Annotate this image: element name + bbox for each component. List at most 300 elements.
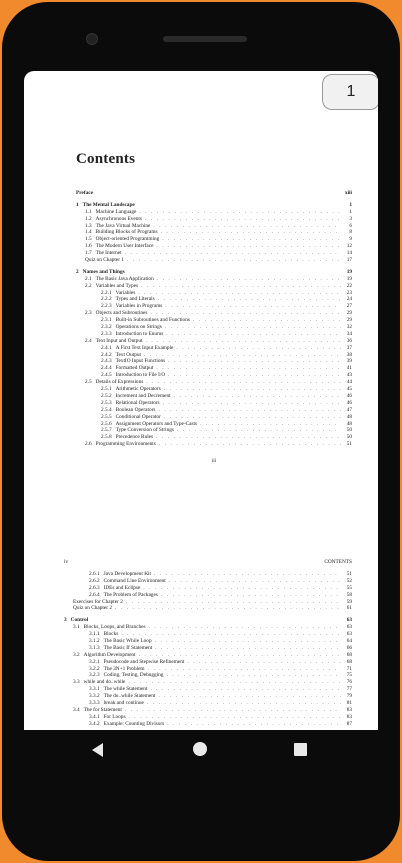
- toc-entry-title: Conditional Operator: [115, 413, 161, 420]
- toc-entry-page: 52: [346, 577, 352, 584]
- toc-entry-number: 2.6.4: [89, 591, 100, 598]
- toc-entry-title: Asynchronous Events: [95, 215, 142, 222]
- toc-entry-title: Introduction to File I/O: [115, 372, 166, 379]
- toc-entry-page: 19: [346, 275, 352, 282]
- toc-entry-title: Exercises for Chapter 2: [73, 598, 123, 605]
- toc-entry-page: 68: [346, 658, 352, 665]
- toc-entry-number: 2.4.4: [101, 365, 112, 372]
- toc-entry-number: 2.5.6: [101, 420, 112, 427]
- toc-entry-page: 48: [346, 420, 352, 427]
- toc-preface-title: Preface: [76, 190, 93, 196]
- toc-entry-row[interactable]: [64, 659, 352, 666]
- toc-entry-page: 12: [346, 243, 352, 250]
- toc-leader: [150, 310, 341, 317]
- toc-entry-row[interactable]: [76, 269, 352, 276]
- toc-leader: [149, 624, 341, 631]
- pdf-viewer-screen[interactable]: [24, 71, 378, 730]
- toc-entry-title: Types and Literals: [115, 296, 155, 303]
- toc-entry-page: 8: [349, 229, 352, 236]
- toc-entry-row[interactable]: [76, 236, 352, 243]
- toc-leader: [128, 679, 341, 686]
- toc-entry-number: 2.2.3: [101, 303, 112, 310]
- toc-entry-number: 2.4.1: [101, 344, 112, 351]
- toc-entry-number: 2.4.3: [101, 358, 112, 365]
- toc-entry-title: The for Statement: [83, 706, 122, 713]
- toc-entry-row[interactable]: [76, 372, 352, 379]
- toc-entry-page: 46: [346, 392, 352, 399]
- toc-entry-page: 81: [346, 700, 352, 707]
- toc-entry-title: Blocks, Loops, and Branches: [83, 624, 146, 631]
- toc-entry-page: 29: [346, 310, 352, 317]
- toc-entry-page: 63: [346, 617, 352, 624]
- toc-entry-page: 3: [349, 215, 352, 222]
- toc-entry-number: 3.3: [73, 679, 80, 686]
- toc-entry-title: The Basic While Loop: [103, 638, 152, 645]
- toc-entry-row[interactable]: [64, 679, 352, 686]
- toc-leader: [143, 585, 341, 592]
- toc-leader: [161, 229, 341, 236]
- toc-entry-number: 3.1.3: [89, 644, 100, 651]
- toc-leader: [138, 290, 341, 297]
- toc-entry-row[interactable]: [64, 707, 352, 714]
- toc-entry-number: 2.4: [85, 337, 92, 344]
- toc-entry-page: 83: [346, 713, 352, 720]
- toc-leader: [200, 421, 341, 428]
- toc-entry-row[interactable]: [76, 276, 352, 283]
- front-camera: [86, 33, 98, 45]
- toc-leader: [156, 243, 341, 250]
- toc-entry-row[interactable]: [76, 296, 352, 303]
- toc-entry-page: 19: [346, 268, 352, 275]
- toc-entry-title: TextIO Input Functions: [115, 358, 166, 365]
- toc-entry-page: 34: [346, 330, 352, 337]
- toc-entry-row[interactable]: [64, 714, 352, 721]
- toc-leader: [156, 365, 341, 372]
- toc-entry-page: 58: [346, 591, 352, 598]
- android-nav-bar: [0, 730, 402, 772]
- toc-leader: [144, 352, 341, 359]
- toc-entry-row[interactable]: [76, 386, 352, 393]
- toc-entry-title: Quiz on Chapter 2: [73, 605, 112, 612]
- toc-leader: [156, 434, 341, 441]
- toc-entry-title: Programming Environments: [95, 441, 156, 448]
- page-number-text: 1: [346, 83, 356, 100]
- toc-entry-row[interactable]: [64, 605, 352, 612]
- toc-entry-page: 44: [346, 379, 352, 386]
- toc-entry-row[interactable]: [76, 331, 352, 338]
- toc-entry-number: 3.2.3: [89, 672, 100, 679]
- toc-entry-number: 3.1: [73, 624, 80, 631]
- toc-entry-row[interactable]: [76, 421, 352, 428]
- toc-entry-number: 1.1: [85, 208, 92, 215]
- toc-leader: [121, 631, 341, 638]
- toc-entry-title: Type Conversion of Strings: [115, 427, 174, 434]
- toc-entry-row[interactable]: [76, 209, 352, 216]
- toc-entry-number: 2.3.3: [101, 330, 112, 337]
- toc-entry-number: 2.6.1: [89, 571, 100, 577]
- toc-entry-number: 1.5: [85, 236, 92, 243]
- toc-leader: [127, 257, 341, 264]
- toc-entry-title: The Java Virtual Machine: [95, 222, 151, 229]
- toc-entry-title: Text Input and Output: [95, 337, 143, 344]
- running-header-page: iv: [64, 559, 69, 565]
- toc-leader: [162, 236, 341, 243]
- toc-entry-number: 1.3: [85, 222, 92, 229]
- toc-leader: [145, 338, 341, 345]
- toc-entry-row[interactable]: [64, 638, 352, 645]
- toc-entry-page: 75: [346, 672, 352, 679]
- page-running-header: [64, 559, 352, 565]
- toc-entry-number: 2.3.1: [101, 317, 112, 324]
- toc-entry-number: 2: [76, 268, 79, 275]
- toc-entry-number: 3.3.1: [89, 686, 100, 693]
- toc-entry-page: 17: [346, 257, 352, 264]
- toc-preface-page: xiii: [344, 190, 352, 196]
- toc-entry-page: 63: [346, 624, 352, 631]
- toc-entry-row[interactable]: [64, 693, 352, 700]
- toc-entry-number: 2.2.2: [101, 296, 112, 303]
- toc-page-2: [64, 559, 352, 728]
- toc-entry-title: Coding, Testing, Debugging: [103, 672, 164, 679]
- toc-entry-page: 39: [346, 358, 352, 365]
- toc-leader: [176, 345, 341, 352]
- toc-entry-title: Blocks: [103, 631, 119, 638]
- toc-entry-page: 87: [346, 720, 352, 727]
- toc-entry-page: 51: [346, 571, 352, 577]
- toc-entry-title: Command Line Environment: [103, 577, 166, 584]
- toc-entry-title: IDEs and Eclipse: [103, 584, 141, 591]
- toc-entry-page: 43: [346, 372, 352, 379]
- toc-entry-row[interactable]: [76, 243, 352, 250]
- toc-entry-number: 2.1: [85, 275, 92, 282]
- toc-entry-page: 66: [346, 644, 352, 651]
- toc-entry-row[interactable]: [76, 257, 352, 264]
- toc-entry-row[interactable]: [76, 317, 352, 324]
- toc-entry-number: 2.5.2: [101, 392, 112, 399]
- toc-entry-page: 77: [346, 686, 352, 693]
- toc-entry-row[interactable]: [76, 229, 352, 236]
- toc-entry-number: 2.5.5: [101, 413, 112, 420]
- toc-entry-number: 2.5.4: [101, 406, 112, 413]
- toc-entry-page: 48: [346, 413, 352, 420]
- toc-leader: [115, 605, 341, 612]
- toc-leader: [155, 638, 341, 645]
- toc-entry-title: The Modern User Interface: [95, 243, 154, 250]
- toc-entry-title: Control: [70, 617, 89, 624]
- toc-entry-title: The Internet: [95, 250, 122, 257]
- toc-entry-number: 2.5.7: [101, 427, 112, 434]
- toc-entry-row[interactable]: [64, 645, 352, 652]
- toc-entry-number: 3.1.2: [89, 638, 100, 645]
- toc-entry-row[interactable]: [64, 666, 352, 673]
- toc-leader: [146, 379, 341, 386]
- toc-entry-page: 63: [346, 631, 352, 638]
- toc-entry-number: 3.4: [73, 706, 80, 713]
- toc-entry-number: 3.4.1: [89, 713, 100, 720]
- toc-leader: [168, 358, 341, 365]
- toc-entry-row[interactable]: [64, 578, 352, 585]
- toc-entry-number: 2.4.2: [101, 351, 112, 358]
- toc-entry-row[interactable]: [64, 585, 352, 592]
- contents-heading: Contents: [76, 151, 136, 167]
- toc-entry-row[interactable]: [76, 216, 352, 223]
- toc-entry-row[interactable]: [76, 283, 352, 290]
- toc-leader: [158, 693, 341, 700]
- toc-leader: [139, 209, 341, 216]
- toc-entry-title: The do..while Statement: [103, 693, 156, 700]
- toc-entry-row[interactable]: [76, 223, 352, 230]
- toc-entry-title: Increment and Decrement: [115, 392, 171, 399]
- toc-leader: [139, 652, 341, 659]
- page-number-indicator[interactable]: [322, 74, 378, 110]
- toc-entry-title: The while Statement: [103, 686, 148, 693]
- toc-entry-page: 55: [346, 584, 352, 591]
- toc-leader: [150, 686, 341, 693]
- toc-entry-page: 36: [346, 337, 352, 344]
- toc-entries: [76, 202, 352, 448]
- toc-entry-title: Relational Operators: [115, 399, 160, 406]
- toc-entry-number: 3.1.1: [89, 631, 100, 638]
- toc-entry-page: 23: [346, 289, 352, 296]
- toc-entry-row[interactable]: [64, 652, 352, 659]
- toc-leader: [177, 427, 341, 434]
- toc-entry-title: Variables: [115, 289, 136, 296]
- toc-entry-title: Java Development Kit: [103, 571, 151, 577]
- toc-entry-row[interactable]: [76, 338, 352, 345]
- toc-entry-row[interactable]: [76, 352, 352, 359]
- toc-entry-title: Objects and Subroutines: [95, 310, 148, 317]
- toc-entry-page: 9: [349, 236, 352, 243]
- toc-entry-page: 79: [346, 693, 352, 700]
- toc-leader: [141, 283, 341, 290]
- toc-leader: [169, 578, 341, 585]
- toc-entry-page: 14: [346, 250, 352, 257]
- toc-entry-number: 2.6: [85, 441, 92, 448]
- toc-entry-title: The 3N+1 Problem: [103, 665, 145, 672]
- toc-entry-title: while and do..while: [83, 679, 126, 686]
- toc-entry-number: 1.2: [85, 215, 92, 222]
- toc-entry-title: Built-in Subroutines and Functions: [115, 317, 190, 324]
- toc-entry-page: 1: [349, 208, 352, 215]
- toc-entry-row[interactable]: [76, 441, 352, 448]
- toc-entry-number: 2.5.1: [101, 386, 112, 393]
- toc-entry-number: 2.5: [85, 379, 92, 386]
- toc-entry-row[interactable]: [76, 290, 352, 297]
- toc-entry-title: Variables and Types: [95, 282, 139, 289]
- toc-entry-row[interactable]: [64, 624, 352, 631]
- toc-entry-title: Variables in Programs: [115, 303, 163, 310]
- toc-entry-row[interactable]: [64, 599, 352, 606]
- toc-entry-row[interactable]: [76, 303, 352, 310]
- toc-entry-number: 2.3: [85, 310, 92, 317]
- toc-entry-page: 47: [346, 406, 352, 413]
- toc-entry-page: 24: [346, 296, 352, 303]
- toc-entry-number: 1.7: [85, 250, 92, 257]
- toc-leader: [129, 714, 341, 721]
- toc-leader: [157, 276, 341, 283]
- toc-entry-number: 2.6.2: [89, 577, 100, 584]
- toc-entry-row[interactable]: [64, 700, 352, 707]
- toc-entry-page: 46: [346, 399, 352, 406]
- toc-entry-number: 1: [76, 201, 79, 208]
- toc-entry-title: Pseudocode and Stepwise Refinement: [103, 658, 185, 665]
- toc-leader: [158, 296, 341, 303]
- toc-entry-title: Boolean Operators: [115, 406, 156, 413]
- toc-leader: [166, 672, 341, 679]
- toc-entry-row[interactable]: [64, 592, 352, 599]
- toc-entry-row[interactable]: [76, 414, 352, 421]
- toc-entry-number: 1.4: [85, 229, 92, 236]
- toc-leader: [167, 721, 341, 728]
- toc-entry-page: 45: [346, 386, 352, 393]
- toc-entry-page: 50: [346, 434, 352, 441]
- toc-entry-page: 38: [346, 351, 352, 358]
- toc-entry-title: Algorithm Development: [83, 651, 136, 658]
- toc-entry-row[interactable]: [76, 400, 352, 407]
- toc-entry-title: Text Output: [115, 351, 141, 358]
- toc-leader: [187, 659, 341, 666]
- toc-leader: [158, 407, 341, 414]
- toc-leader: [148, 666, 341, 673]
- toc-entry-page: 6: [349, 222, 352, 229]
- toc-entry-title: Precedence Rules: [115, 434, 154, 441]
- toc-leader: [163, 400, 341, 407]
- toc-entry-number: 2.2: [85, 282, 92, 289]
- toc-entry-number: 2.2.1: [101, 289, 112, 296]
- toc-entry-row[interactable]: [64, 721, 352, 728]
- toc-leader: [165, 303, 341, 310]
- toc-entry-number: 3.2.2: [89, 665, 100, 672]
- toc-leader: [193, 317, 341, 324]
- toc-entry-row[interactable]: [76, 393, 352, 400]
- toc-leader: [145, 216, 341, 223]
- toc-leader: [153, 223, 341, 230]
- toc-entry-title: Assignment Operators and Type-Casts: [115, 420, 198, 427]
- toc-entry-page: 22: [346, 282, 352, 289]
- home-icon[interactable]: [193, 742, 207, 756]
- toc-leader: [161, 592, 341, 599]
- toc-entry-title: Example: Counting Divisors: [103, 720, 165, 727]
- toc-entry-page: 41: [346, 365, 352, 372]
- toc-leader: [166, 331, 341, 338]
- toc-entry-page: 76: [346, 679, 352, 686]
- top-bezel: [2, 2, 400, 72]
- toc-leader: [125, 250, 341, 257]
- toc-entry-page: 71: [346, 665, 352, 672]
- toc-entry-number: 3.4.2: [89, 720, 100, 727]
- toc-entry-title: For Loops: [103, 713, 126, 720]
- toc-entry-row[interactable]: [76, 202, 352, 209]
- toc-entry-number: 2.5.3: [101, 399, 112, 406]
- toc-entry-number: 3.3.2: [89, 693, 100, 700]
- toc-entry-row[interactable]: [64, 631, 352, 638]
- toc-leader: [168, 372, 341, 379]
- toc-entry-title: Details of Expressions: [95, 379, 144, 386]
- toc-leader: [155, 645, 341, 652]
- toc-entry-row[interactable]: [76, 379, 352, 386]
- page-footer-number: iii: [211, 458, 217, 465]
- toc-entry-page: 51: [346, 441, 352, 448]
- toc-entry-title: Names and Things: [82, 268, 125, 275]
- toc-entry-row[interactable]: [76, 250, 352, 257]
- toc-entry-page: 37: [346, 344, 352, 351]
- toc-entry-title: A First Text Input Example: [115, 344, 174, 351]
- toc-entry-title: Quiz on Chapter 1: [85, 257, 124, 264]
- toc-entry-page: 27: [346, 303, 352, 310]
- toc-leader: [154, 571, 341, 578]
- toc-entry-title: Building Blocks of Programs: [95, 229, 158, 236]
- toc-entry-page: 29: [346, 317, 352, 324]
- toc-entry-row[interactable]: [76, 427, 352, 434]
- toc-entry-title: The Basic Java Application: [95, 275, 154, 282]
- toc-entry-number: 1.6: [85, 243, 92, 250]
- toc-entry-number: 2.3.2: [101, 324, 112, 331]
- toc-entry-number: 2.5.8: [101, 434, 112, 441]
- toc-entry-title: The Problem of Packages: [103, 591, 158, 598]
- toc-entry-title: The Mental Landscape: [82, 201, 135, 208]
- toc-entry-row[interactable]: [76, 434, 352, 441]
- toc-entry-title: Arithmetic Operators: [115, 386, 161, 393]
- toc-entry-page: 83: [346, 706, 352, 713]
- toc-entry-row[interactable]: [76, 310, 352, 317]
- toc-entry-row[interactable]: [64, 617, 352, 624]
- toc-entry-title: Formatted Output: [115, 365, 154, 372]
- toc-leader: [165, 324, 341, 331]
- toc-entry-title: Operations on Strings: [115, 324, 162, 331]
- recents-icon[interactable]: [294, 743, 307, 756]
- toc-leader: [147, 700, 341, 707]
- back-icon[interactable]: [92, 743, 103, 757]
- toc-entry-number: 3.3.3: [89, 700, 100, 707]
- toc-leader: [174, 393, 341, 400]
- toc-entry-title: Object-oriented Programming: [95, 236, 160, 243]
- toc-entry-row[interactable]: [64, 571, 352, 578]
- toc-entry-row[interactable]: [76, 407, 352, 414]
- earpiece-speaker: [163, 36, 247, 42]
- toc-preface-row[interactable]: [76, 190, 352, 197]
- toc-leader: [126, 599, 341, 606]
- toc-entry-title: break and continue: [103, 700, 144, 707]
- toc-entry-row[interactable]: [64, 686, 352, 693]
- toc-entry-title: Introduction to Enums: [115, 330, 164, 337]
- toc-entry-page: 61: [346, 605, 352, 612]
- toc-entry-number: 3.2: [73, 651, 80, 658]
- toc-leader: [125, 707, 341, 714]
- toc-entry-page: 59: [346, 598, 352, 605]
- toc-entry-row[interactable]: [76, 358, 352, 365]
- toc-entry-title: Machine Language: [95, 208, 137, 215]
- toc-entry-row[interactable]: [76, 365, 352, 372]
- toc-entry-number: 2.4.5: [101, 372, 112, 379]
- toc-entry-page: 68: [346, 651, 352, 658]
- toc-entry-number: 3: [64, 617, 67, 624]
- toc-entry-page: 1: [349, 201, 352, 208]
- toc-entry-page: 64: [346, 638, 352, 645]
- toc-leader: [164, 386, 341, 393]
- toc-leader: [164, 414, 341, 421]
- toc-entry-row[interactable]: [76, 345, 352, 352]
- toc-entry-number: 2.6.3: [89, 584, 100, 591]
- running-header-title: CONTENTS: [324, 559, 352, 565]
- toc-page: [76, 151, 352, 464]
- toc-entry-number: 3.2.1: [89, 658, 100, 665]
- toc-entry-page: 32: [346, 324, 352, 331]
- toc-leader: [159, 441, 341, 448]
- toc-entry-row[interactable]: [64, 672, 352, 679]
- toc-entry-row[interactable]: [76, 324, 352, 331]
- toc-entries-2: [64, 571, 352, 728]
- toc-entry-page: 50: [346, 427, 352, 434]
